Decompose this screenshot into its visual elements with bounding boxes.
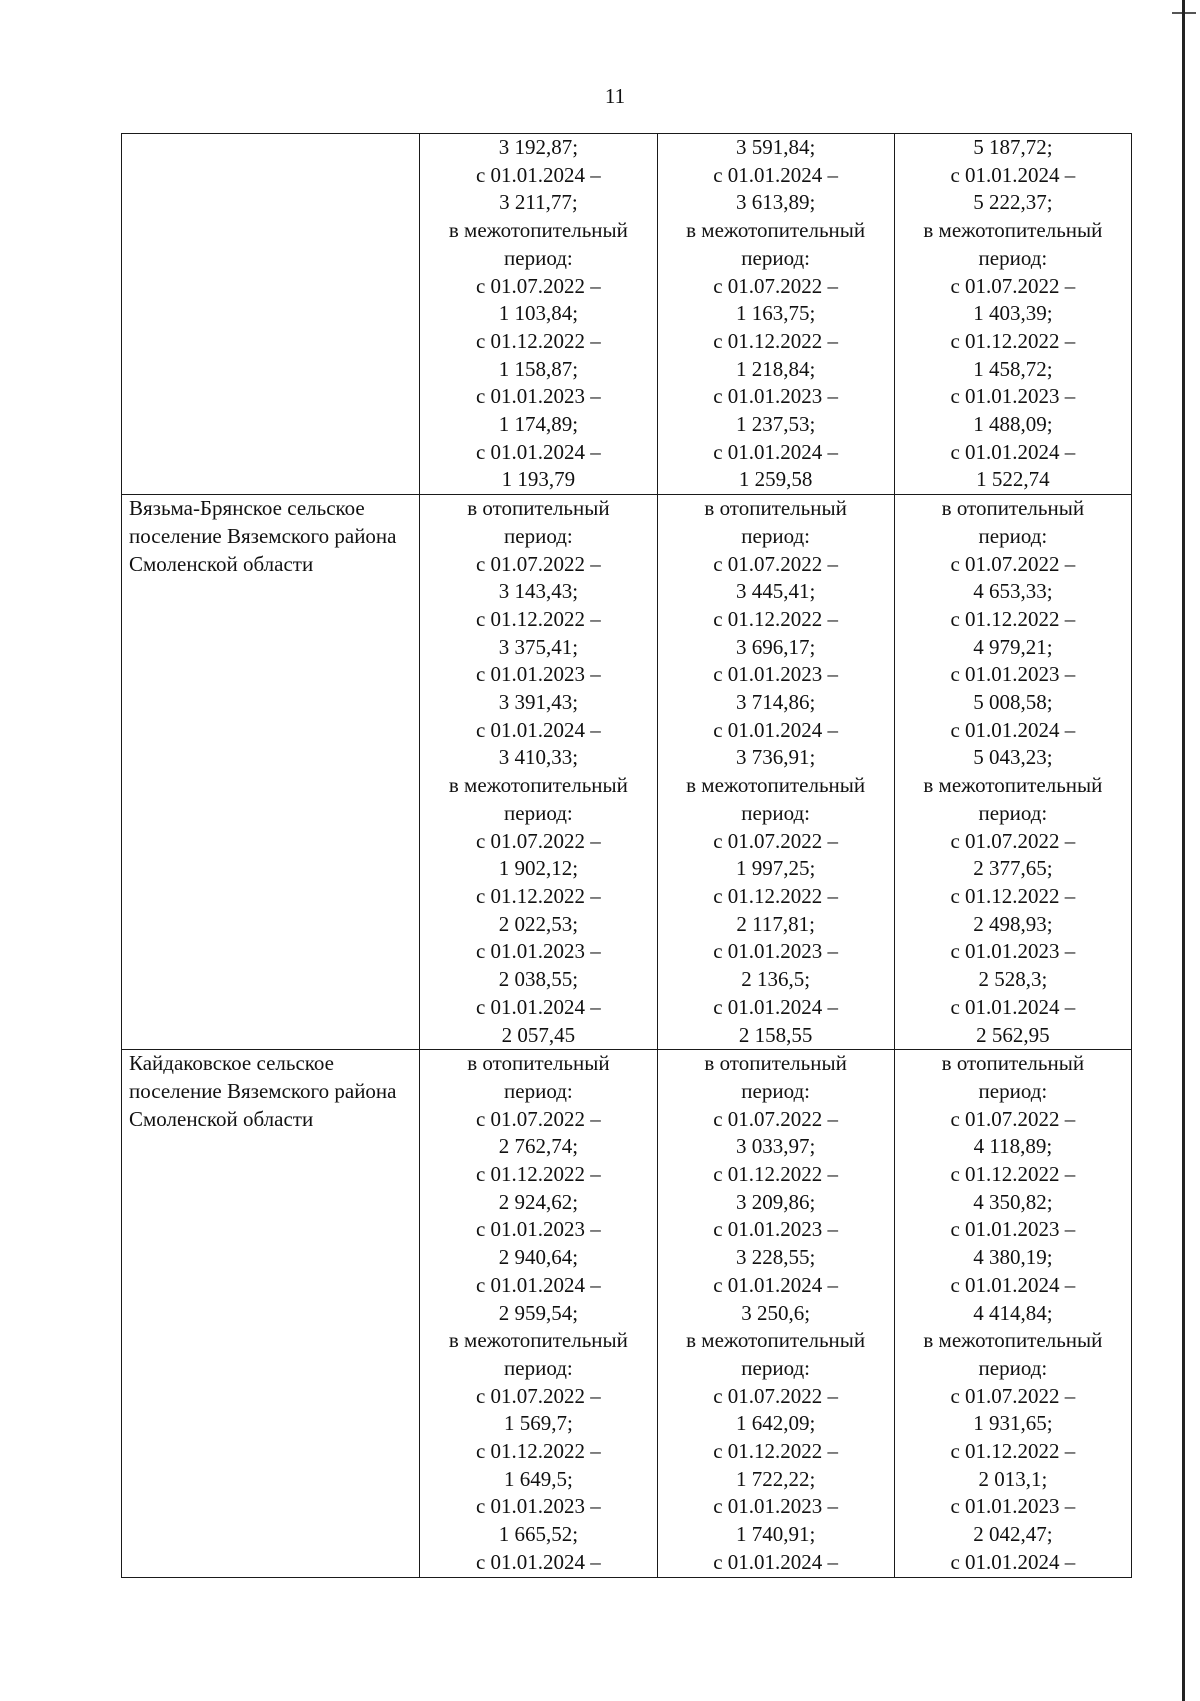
tariff-line: 1 163,75; <box>735 301 816 326</box>
table-row <box>122 495 1132 1050</box>
tariff-line: в межотопительный <box>448 218 628 243</box>
tariff-line: с 01.01.2023 – <box>950 1494 1076 1519</box>
tariff-line: 5 222,37; <box>973 190 1053 215</box>
tariff-line: в отопительный <box>467 1051 610 1076</box>
tariff-line: 5 187,72; <box>973 135 1053 159</box>
tariff-value-cell <box>894 495 1131 1050</box>
tariff-line: с 01.07.2022 – <box>475 273 601 298</box>
tariff-line: с 01.07.2022 – <box>713 828 839 853</box>
tariff-line: период: <box>504 245 573 270</box>
tariff-line: период: <box>741 1355 810 1380</box>
tariff-line: 1 174,89; <box>498 412 579 437</box>
tariff-line: с 01.01.2024 – <box>475 994 601 1019</box>
tariff-line: в межотопительный <box>923 218 1103 243</box>
tariff-line: с 01.07.2022 – <box>950 551 1076 576</box>
tariff-line: 4 653,33; <box>973 579 1053 604</box>
tariff-line: с 01.07.2022 – <box>950 273 1076 298</box>
tariff-line: 4 118,89; <box>973 1134 1053 1159</box>
tariff-line: 1 902,12; <box>498 856 579 881</box>
tariff-line: 1 259,58 <box>738 467 813 492</box>
tariff-line: 2 528,3; <box>978 967 1048 992</box>
tariff-line: с 01.01.2023 – <box>713 1494 839 1519</box>
tariff-line: с 01.12.2022 – <box>950 1439 1076 1464</box>
tariff-line: в отопительный <box>941 496 1085 521</box>
tariff-line: с 01.01.2024 – <box>950 1272 1076 1297</box>
tariff-line: 2 377,65; <box>973 856 1053 881</box>
tariff-value-cell <box>420 495 657 1050</box>
tariff-line: в отопительный <box>467 496 610 521</box>
tariff-line: 3 250,6; <box>741 1300 811 1325</box>
tariff-line: с 01.07.2022 – <box>475 551 601 576</box>
tariff-line: 1 403,39; <box>973 301 1053 326</box>
tariff-line: период: <box>504 523 573 548</box>
tariff-line: с 01.01.2023 – <box>713 1217 839 1242</box>
tariff-line: 3 696,17; <box>735 634 816 659</box>
tariff-line: 2 762,74; <box>498 1134 579 1159</box>
tariff-line: с 01.12.2022 – <box>713 328 839 353</box>
tariff-line: 1 218,84; <box>735 356 816 381</box>
tariff-line: с 01.01.2024 – <box>950 1549 1076 1574</box>
tariff-line: с 01.01.2024 – <box>713 994 839 1019</box>
tariff-line: 1 522,74 <box>976 467 1050 492</box>
tariff-line: 3 033,97; <box>735 1134 816 1159</box>
tariff-line: 2 042,47; <box>973 1522 1053 1547</box>
tariff-line: с 01.01.2024 – <box>475 162 601 187</box>
tariff-line: с 01.01.2024 – <box>950 717 1076 742</box>
tariff-line: с 01.12.2022 – <box>475 606 601 631</box>
tariff-value-cell <box>894 1050 1131 1577</box>
tariff-line: 2 940,64; <box>498 1245 579 1270</box>
tariff-line: с 01.12.2022 – <box>475 883 601 908</box>
tariff-value-cell <box>657 495 894 1050</box>
tariff-line: в межотопительный <box>923 1328 1103 1353</box>
settlement-name-cell: Вязьма-Брянское сельское поселение Вяземского района Смоленской области <box>122 495 420 1050</box>
tariff-line: 3 228,55; <box>735 1245 816 1270</box>
tariff-line: 2 136,5; <box>741 967 811 992</box>
tariff-line: 1 488,09; <box>973 412 1053 437</box>
tariff-line: с 01.12.2022 – <box>475 1162 601 1187</box>
tariff-value-cell <box>420 1050 657 1577</box>
settlement-name-cell <box>122 134 420 495</box>
tariff-line: с 01.07.2022 – <box>475 1106 601 1131</box>
tariff-table <box>121 133 1132 1578</box>
tariff-line: 3 391,43; <box>498 690 579 715</box>
tariff-line: с 01.01.2024 – <box>950 994 1076 1019</box>
table-row <box>122 1050 1132 1577</box>
tariff-line: с 01.01.2024 – <box>475 439 601 464</box>
tariff-line: с 01.07.2022 – <box>713 1383 839 1408</box>
tariff-line: с 01.01.2023 – <box>950 662 1076 687</box>
tariff-line: 3 591,84; <box>735 135 816 159</box>
tariff-value-cell <box>657 134 894 495</box>
tariff-line: с 01.01.2023 – <box>475 1217 601 1242</box>
tariff-line: период: <box>741 523 810 548</box>
tariff-line: 4 414,84; <box>973 1300 1053 1325</box>
tariff-line: с 01.01.2023 – <box>475 1494 601 1519</box>
tariff-line: 3 143,43; <box>498 579 579 604</box>
tariff-line: с 01.12.2022 – <box>713 883 839 908</box>
tariff-line: с 01.01.2024 – <box>713 1272 839 1297</box>
tariff-line: с 01.12.2022 – <box>950 328 1076 353</box>
tariff-line: 3 211,77; <box>499 190 578 215</box>
tariff-line: с 01.07.2022 – <box>475 828 601 853</box>
tariff-line: 5 008,58; <box>973 690 1053 715</box>
tariff-line: с 01.01.2024 – <box>713 162 839 187</box>
tariff-line: 3 192,87; <box>498 135 579 159</box>
tariff-line: 3 375,41; <box>498 634 579 659</box>
tariff-line: в межотопительный <box>686 1328 866 1353</box>
tariff-value-cell <box>420 134 657 495</box>
tariff-line: 1 722,22; <box>735 1466 816 1491</box>
tariff-line: в межотопительный <box>448 773 628 798</box>
tariff-table-body <box>122 134 1132 1578</box>
tariff-line: 3 410,33; <box>498 745 579 770</box>
tariff-line: с 01.12.2022 – <box>713 1162 839 1187</box>
tariff-line: 1 103,84; <box>498 301 579 326</box>
tariff-line: 1 931,65; <box>973 1411 1053 1436</box>
tariff-line: период: <box>978 800 1048 825</box>
tariff-line: с 01.07.2022 – <box>713 273 839 298</box>
tariff-line: с 01.07.2022 – <box>475 1383 601 1408</box>
tariff-line: период: <box>978 523 1048 548</box>
tariff-line: 2 057,45 <box>501 1022 576 1047</box>
tariff-line: 2 924,62; <box>498 1189 579 1214</box>
tariff-line: 3 613,89; <box>735 190 816 215</box>
tariff-line: период: <box>741 1078 810 1103</box>
tariff-line: 1 193,79 <box>501 467 576 492</box>
tariff-line: 2 562,95 <box>976 1022 1050 1047</box>
scan-edge-line <box>1182 0 1185 1701</box>
tariff-value-cell <box>657 1050 894 1577</box>
tariff-line: 4 380,19; <box>973 1245 1053 1270</box>
tariff-line: с 01.01.2024 – <box>950 162 1076 187</box>
tariff-line: 1 665,52; <box>498 1522 579 1547</box>
tariff-line: с 01.01.2023 – <box>475 384 601 409</box>
tariff-line: с 01.01.2024 – <box>713 717 839 742</box>
tariff-line: 2 158,55 <box>738 1022 813 1047</box>
tariff-line: период: <box>741 800 810 825</box>
tariff-line: 1 458,72; <box>973 356 1053 381</box>
tariff-line: период: <box>504 1355 573 1380</box>
tariff-line: с 01.12.2022 – <box>713 606 839 631</box>
tariff-line: с 01.07.2022 – <box>950 828 1076 853</box>
tariff-line: с 01.12.2022 – <box>950 883 1076 908</box>
tariff-line: период: <box>741 245 810 270</box>
tariff-line: с 01.07.2022 – <box>713 1106 839 1131</box>
table-row <box>122 134 1132 495</box>
tariff-line: с 01.01.2023 – <box>950 939 1076 964</box>
tariff-line: период: <box>978 1078 1048 1103</box>
tariff-line: 1 740,91; <box>735 1522 816 1547</box>
tariff-line: 2 959,54; <box>498 1300 579 1325</box>
tariff-line: 3 209,86; <box>735 1189 816 1214</box>
tariff-line: в отопительный <box>704 1051 847 1076</box>
tariff-line: в межотопительный <box>686 218 866 243</box>
tariff-line: 1 569,7; <box>503 1411 573 1436</box>
tariff-line: с 01.01.2023 – <box>713 939 839 964</box>
tariff-line: в межотопительный <box>448 1328 628 1353</box>
tariff-line: с 01.01.2023 – <box>713 662 839 687</box>
tariff-line: 1 237,53; <box>735 412 816 437</box>
tariff-line: 1 649,5; <box>503 1466 573 1491</box>
tariff-line: с 01.12.2022 – <box>713 1439 839 1464</box>
tariff-line: 2 498,93; <box>973 911 1053 936</box>
tariff-line: период: <box>978 1355 1048 1380</box>
tariff-line: 3 714,86; <box>735 690 816 715</box>
tariff-line: с 01.01.2023 – <box>713 384 839 409</box>
tariff-line: 1 158,87; <box>498 356 579 381</box>
tariff-line: с 01.12.2022 – <box>950 1162 1076 1187</box>
tariff-line: период: <box>978 245 1048 270</box>
tariff-line: с 01.01.2024 – <box>475 717 601 742</box>
tariff-line: с 01.01.2024 – <box>950 439 1076 464</box>
tariff-line: 4 979,21; <box>973 634 1053 659</box>
tariff-line: 2 038,55; <box>498 967 579 992</box>
tariff-line: 3 445,41; <box>735 579 816 604</box>
page-number: 11 <box>604 84 626 108</box>
tariff-line: с 01.01.2023 – <box>950 384 1076 409</box>
tariff-line: 5 043,23; <box>973 745 1053 770</box>
tariff-line: 1 997,25; <box>735 856 816 881</box>
tariff-line: с 01.01.2024 – <box>475 1549 601 1574</box>
tariff-line: в отопительный <box>704 496 847 521</box>
tariff-line: период: <box>504 800 573 825</box>
tariff-line: с 01.01.2024 – <box>713 439 839 464</box>
settlement-name-cell: Кайдаковское сельское поселение Вяземского района Смоленской области <box>122 1050 420 1577</box>
tariff-line: период: <box>504 1078 573 1103</box>
tariff-line: 2 117,81; <box>736 911 815 936</box>
tariff-line: с 01.01.2023 – <box>475 662 601 687</box>
tariff-line: в межотопительный <box>923 773 1103 798</box>
tariff-line: с 01.01.2024 – <box>475 1272 601 1297</box>
tariff-line: с 01.12.2022 – <box>950 606 1076 631</box>
tariff-line: 4 350,82; <box>973 1189 1053 1214</box>
tariff-line: 1 642,09; <box>735 1411 816 1436</box>
tariff-line: с 01.07.2022 – <box>950 1106 1076 1131</box>
tariff-line: с 01.07.2022 – <box>713 551 839 576</box>
tariff-line: с 01.01.2023 – <box>950 1217 1076 1242</box>
tariff-line: в отопительный <box>941 1051 1085 1076</box>
tariff-value-cell <box>894 134 1131 495</box>
tariff-line: с 01.01.2024 – <box>713 1549 839 1574</box>
tariff-line: с 01.01.2023 – <box>475 939 601 964</box>
tariff-line: с 01.07.2022 – <box>950 1383 1076 1408</box>
tariff-line: в межотопительный <box>686 773 866 798</box>
tariff-line: с 01.12.2022 – <box>475 328 601 353</box>
tariff-line: 3 736,91; <box>735 745 816 770</box>
tariff-line: 2 022,53; <box>498 911 579 936</box>
tariff-line: 2 013,1; <box>978 1466 1048 1491</box>
tariff-line: с 01.12.2022 – <box>475 1439 601 1464</box>
